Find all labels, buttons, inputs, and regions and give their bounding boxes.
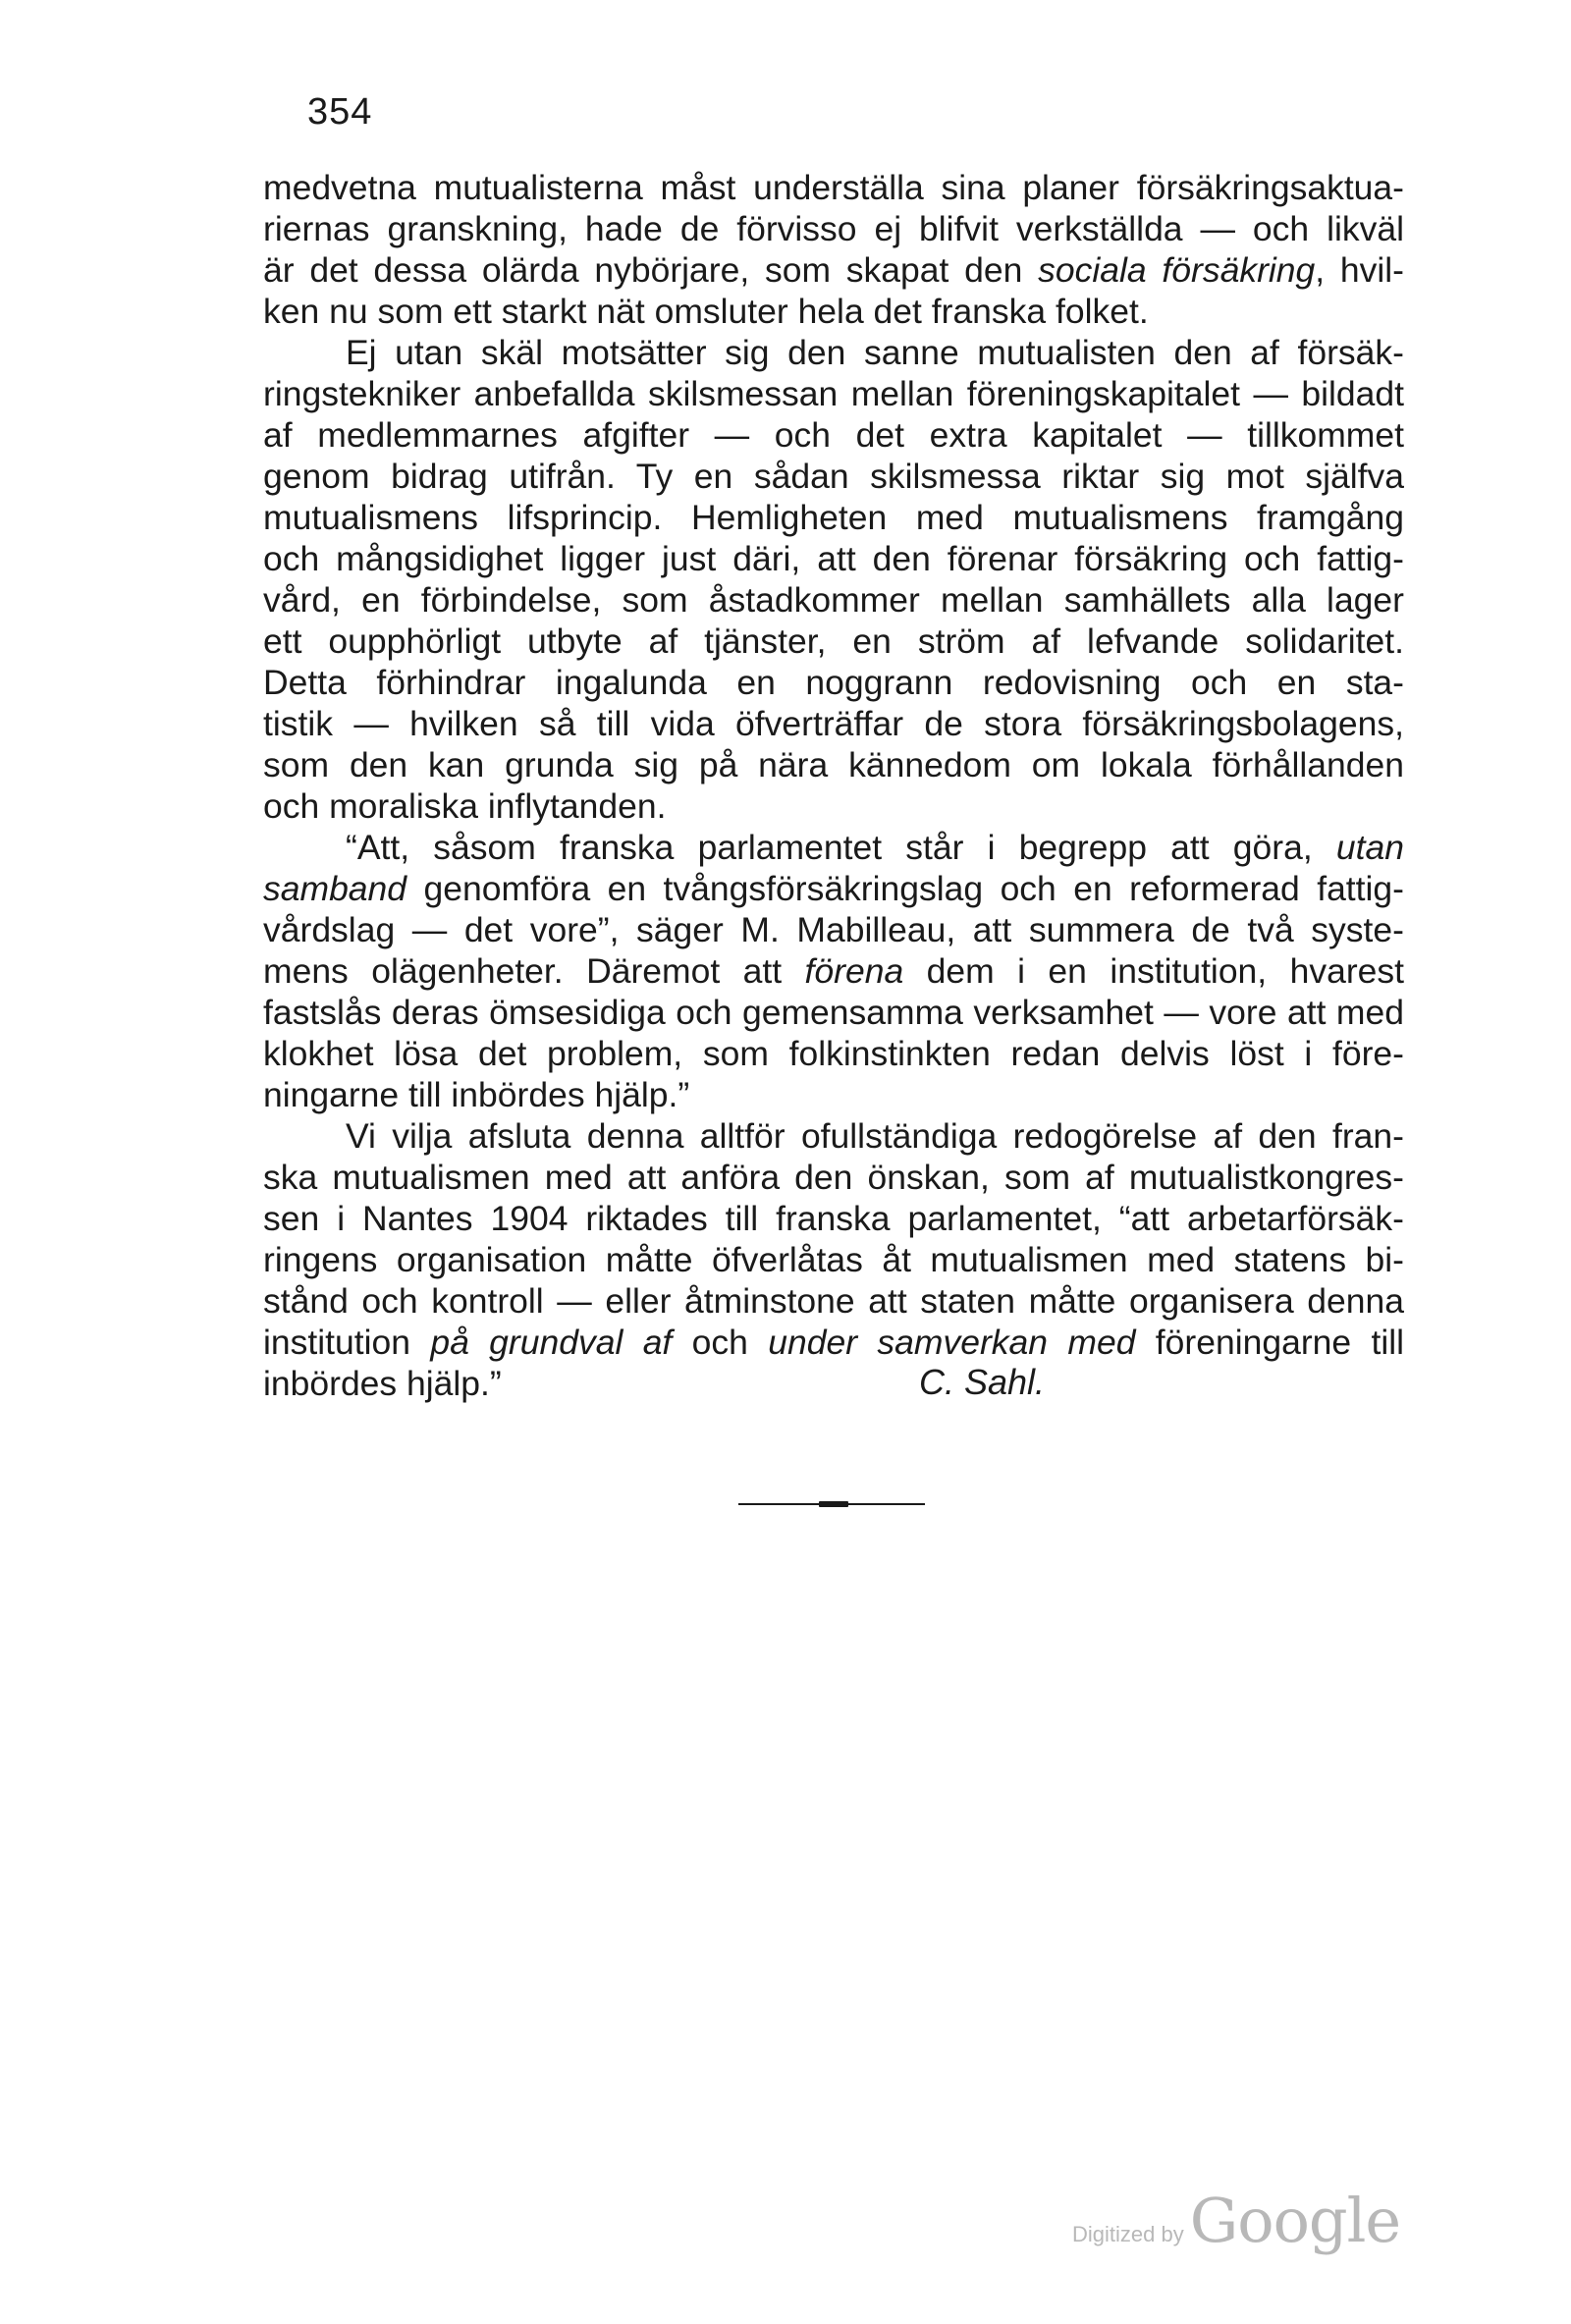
italic-phrase: förena [804, 951, 904, 991]
text-line: som den kan grunda sig på nära kännedom om lokala förhållanden [263, 745, 1404, 784]
text-line: ken nu som ett starkt nät omsluter hela det franska folket. [263, 292, 1149, 331]
italic-phrase: utan [1335, 828, 1404, 867]
watermark-brand: Google [1189, 2185, 1401, 2256]
text-line: ett oupphörligt utbyte af tjänster, en ström af lefvande solidaritet. [263, 622, 1404, 661]
ornament-center-mark [819, 1501, 848, 1507]
text-line: vård, en förbindelse, som åstadkommer mellan samhällets alla lager [263, 580, 1404, 620]
text-run: dem i en institution, hvarest [903, 951, 1404, 991]
text-run: mens olägenheter. Däremot att [263, 951, 805, 991]
text-line [263, 1322, 1404, 1363]
text-line [263, 827, 1404, 868]
text-line: af medlemmarnes afgifter — och det extra kapitalet — tillkommet [263, 415, 1404, 455]
text-line: genom bidrag utifrån. Ty en sådan skilsmessa riktar sig mot själfva [263, 457, 1404, 496]
text-line: ska mutualismen med att anföra den önskan, som af mutualistkongres- [263, 1158, 1404, 1197]
text-line: fastslås deras ömsesidiga och gemensamma verksamhet — vore att med [263, 993, 1404, 1032]
text-line: sen i Nantes 1904 riktades till franska parlamentet, “att arbetarförsäk- [263, 1199, 1404, 1238]
section-end-ornament [738, 1499, 925, 1509]
text-line: vårdslag — det vore”, säger M. Mabilleau, att summera de två syste- [263, 910, 1404, 949]
text-line: och mångsidighet ligger just däri, att den förenar försäkring och fattig- [263, 539, 1404, 578]
text-run: genomföra en tvångsförsäkringslag och en reformerad fattig- [406, 869, 1404, 908]
text-line: ringens organisation måtte öfverlåtas åt mutualismen med statens bi- [263, 1240, 1404, 1279]
text-run: “Att, såsom franska parlamentet står i begrepp att göra, [346, 828, 1336, 867]
watermark-prefix: Digitized by [1072, 2222, 1184, 2246]
text-line: inbördes hjälp.” [263, 1364, 502, 1403]
author-signature: C. Sahl. [919, 1362, 1046, 1402]
text-run: föreningarne till [1135, 1323, 1404, 1362]
text-line [263, 868, 1404, 909]
text-line: tistik — hvilken så till vida öfverträffar de stora försäkringsbolagens, [263, 704, 1404, 743]
text-line [263, 950, 1404, 992]
italic-phrase: under samverkan med [768, 1323, 1136, 1362]
italic-phrase: sociala försäkring [1038, 250, 1316, 290]
text-run: institution [263, 1323, 431, 1362]
text-line: stånd och kontroll — eller åtminstone att staten måtte organisera denna [263, 1281, 1404, 1321]
text-line: ningarne till inbördes hjälp.” [263, 1075, 690, 1114]
text-run: är det dessa olärda nybörjare, som skapat den [263, 250, 1039, 290]
page-number: 354 [307, 91, 373, 133]
text-run: och [672, 1323, 769, 1362]
text-line: och moraliska inflytanden. [263, 786, 667, 826]
italic-phrase: samband [263, 869, 407, 908]
text-line: Ej utan skäl motsätter sig den sanne mutualisten den af försäk- [346, 333, 1404, 372]
text-line [263, 249, 1404, 291]
text-line: Detta förhindrar ingalunda en noggrann redovisning och en sta- [263, 663, 1404, 702]
text-line: medvetna mutualisterna måst underställa sina planer försäkringsaktua- [263, 168, 1404, 207]
text-line: ringstekniker anbefallda skilsmessan mellan föreningskapitalet — bildadt [263, 374, 1404, 413]
text-line: Vi vilja afsluta denna alltför ofullständiga redogörelse af den fran- [346, 1116, 1404, 1156]
italic-phrase: på grundval af [430, 1323, 673, 1362]
text-line: mutualismens lifsprincip. Hemligheten med mutualismens framgång [263, 498, 1404, 537]
text-line: riernas granskning, hade de förvisso ej blifvit verkställda — och likväl [263, 209, 1404, 248]
digitization-watermark [1072, 2185, 1400, 2263]
body-text [263, 167, 1404, 1404]
text-run: , hvil- [1315, 250, 1404, 290]
text-line: klokhet lösa det problem, som folkinstinkten redan delvis löst i före- [263, 1034, 1404, 1073]
